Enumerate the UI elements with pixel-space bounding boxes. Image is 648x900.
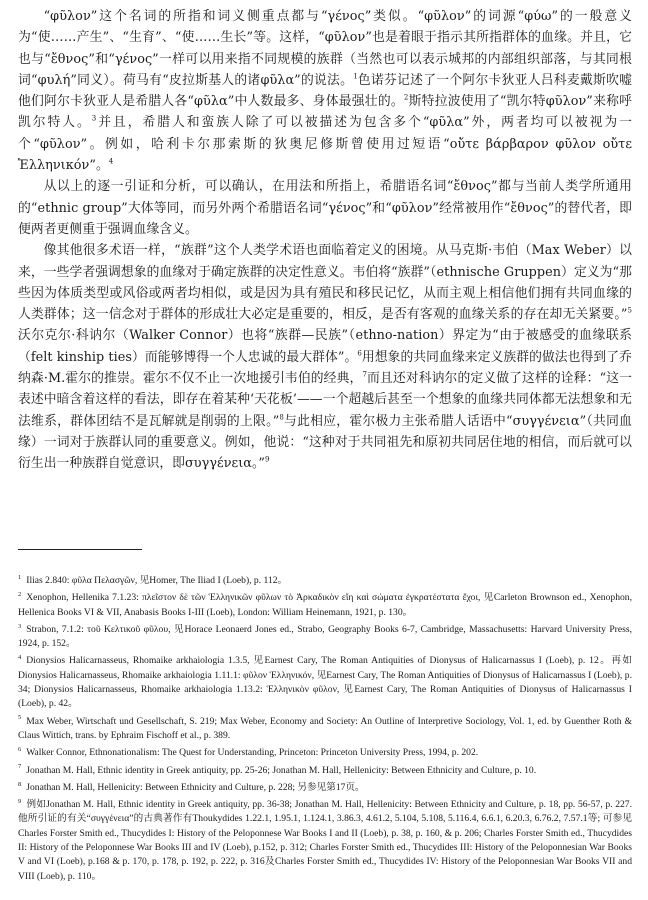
paragraph-conclusion: [18, 176, 632, 240]
footnote-number: 8: [18, 780, 22, 788]
text-run: 色诺芬记述了一个阿尔卡狄亚人吕科麦戴斯吹嘘他们阿尔卡狄亚人是希腊人各“φῦλα”中人数最多、身体最强壮的。: [18, 72, 632, 110]
footnote-item: [18, 746, 632, 760]
footnote-item: [18, 591, 632, 620]
text-run: 从以上的逐一引证和分析，可以确认，在用法和所指上，希腊语名词“ἔθνος”都与当前人类学所通用的“ethnic group”大体等同，而另外两个希腊语名词“γένος”和“φῦλον”经常被用作“ἔθνος”的替代者，即便两者更侧重于强调血缘含义。: [18, 179, 632, 237]
footnote-text: Max Weber, Wirtschaft und Gesellschaft, S. 219; Max Weber, Economy and Society: An Outline of Interpretive Sociology, Vol. 1, ed. by Guenther Roth & Claus Wittich, trans. by Ephraim Fischoff et al., p. 389.: [18, 715, 632, 741]
footnote-text: Dionysios Halicarnasseus, Rhomaike arkhaiologia 1.3.5, 见Earnest Cary, The Roman Antiquities of Dionysus of Halicarnassus I (Loeb), p. 12。再如Dionysios Halicarnasseus, Rhomaike arkhaiologia 1.11.1: φῦλον Ἑλληνικόν, 见Earnest Cary, The Roman Antiquities of Dionysus of Halicarnassus I (Loeb), p. 34; Dionysios Halicarnasseus, Rhomaike arkhaiologia 1.13.2: Ἑλληνικὸν φῦλον, 见Earnest Cary, The Roman Antiquities of Dionysus of Halicarnassus I (Loeb), p. 42。: [18, 655, 632, 710]
footnote-number: 7: [18, 763, 22, 771]
text-run: “φῦλον”这个名词的所指和词义侧重点都与“γένος”类似。“φῦλον”的词源“φύω”的一般意义为“使……产生”、“生育”、“使……生长”等。这样，“φῦλον”也是着眼于指示其所指群体的血缘。并且，它也与“ἔθνος”和“γένος”一样可以用来指不同规模的族群（当然也可以表示城邦的内部组织部落，与其同根词“φυλή”同义）。荷马有“皮拉斯基人的诸φῦλα”的说法。: [18, 9, 632, 88]
footnote-ref[interactable]: 2: [403, 93, 409, 102]
footnote-item: [18, 574, 632, 588]
footnote-item: [18, 798, 632, 884]
footnote-item: [18, 654, 632, 711]
footnote-ref[interactable]: 1: [353, 72, 358, 81]
main-text: [18, 6, 632, 475]
footnote-number: 3: [18, 622, 22, 630]
footnote-number: 4: [18, 654, 22, 662]
footnote-text: 例如Jonathan M. Hall, Ethnic identity in Greek antiquity, pp. 36-38; Jonathan M. Hall, Hellenicity: Between Ethnicity and Culture, p. 18, pp. 56-57, p. 227. 他所引证的有关“συγγένεια”的古典著作有Thoukydides 1.22.1, 1.95.1, 1.124.1, 3.86.3, 4.61.2, 5.104, 5.108, 5.116.4, 6.6.1, 6.20.3, 6.76.2, 7.57.1等; 可参见Charles Forster Smith ed., Thucydides I: History of the Peloponnese War Books I and II (Loeb), p. 38, p. 160, & p. 206; Charles Forster Smith ed., Thucydides II: History of the Peloponnese War Books III and IV (Loeb), p.152, p. 312; Charles Forster Smith ed., Thucydides III: History of the Peloponnesian War Books V and VI (Loeb), p.168 & p. 170, p. 178, p. 192, p. 222, p. 316及Charles Forster Smith ed., Thucydides IV: History of the Peloponnesian War Books VII and VIII (Loeb), p. 110。: [18, 799, 632, 882]
footnote-number: 9: [18, 797, 22, 805]
footnote-ref[interactable]: 9: [265, 455, 270, 464]
footnote-text: Jonathan M. Hall, Ethnic identity in Greek antiquity, pp. 25-26; Jonathan M. Hall, Hellenicity: Between Ethnicity and Culture, p. 10.: [26, 764, 537, 776]
paragraph-phylon: [18, 6, 632, 176]
footnote-number: 6: [18, 746, 22, 754]
text-run: 与此相应，霍尔极力主张希腊人话语中“συγγένεια”（共同血缘）一词对于族群认同的重要意义。例如，他说：“这种对于共同祖先和原初共同居住地的相信，而后就可以衍生出一种族群自觉意识，即συγγένεια。”: [18, 413, 632, 472]
footnote-item: [18, 781, 632, 795]
text-run: 沃尔克尔·科讷尔（Walker Connor）也将“族群—民族”（ethno-nation）界定为“由于被感受的血缘联系（felt kinship ties）而能够博得一个人忠诚的最大群体”。: [18, 328, 632, 365]
footnote-ref[interactable]: 8: [279, 413, 284, 422]
text-run: 像其他很多术语一样，“族群”这个人类学术语也面临着定义的困境。从马克斯·韦伯（Max Weber）以来，一些学者强调想象的血缘对于确定族群的决定性意义。韦伯将“族群”（ethnische Gruppen）定义为“那些因为体质类型或风俗或两者均相似，或是因为具有殖民和移民记忆，从而主观上相信他们拥有共同血缘的人类群体；这一信念对于群体的形成壮大必定是重要的，相反，是否有客观的血缘关系的存在却无关紧要。”: [18, 243, 632, 323]
paragraph-ethnic-group-definition: [18, 240, 632, 474]
footnote-ref[interactable]: 7: [362, 370, 367, 379]
text-run: 而且还对科讷尔的定义做了这样的诠释：“这一表述中暗含着这样的看法，即存在着某种‘天花板’——一个超越后甚至一个想象的血缘共同体都无法想象和无法维系，群体团结不是瓦解就是削弱的上限。”: [18, 371, 632, 429]
footnote-text: Ilias 2.840: φῦλα Πελασγῶν, 见Homer, The Iliad I (Loeb), p. 112。: [26, 575, 288, 586]
footnote-item: [18, 715, 632, 744]
footnote-number: 2: [18, 591, 22, 599]
footnote-separator: [18, 549, 142, 550]
text-run: 用想象的共同血缘来定义族群的做法也得到了乔纳森·M.霍尔的推崇。霍尔不仅不止一次地援引韦伯的经典，: [18, 349, 632, 387]
footnote-text: Walker Connor, Ethnonationalism: The Quest for Understanding, Princeton: Princeton University Press, 1994, p. 202.: [26, 747, 479, 759]
footnote-ref[interactable]: 4: [108, 157, 114, 166]
footnote-ref[interactable]: 6: [357, 349, 362, 358]
footnote-number: 1: [18, 573, 22, 581]
footnote-text: Xenophon, Hellenika 7.1.23: πλεῖστον δὲ τῶν Ἑλληνικῶν φῦλων τὸ Ἀρκαδικὸν εἴη καὶ σώματα ἐγκρατέστατα ἔχοι, 见Carleton Brownson ed., Xenophon, Hellenica Books VI & VII, Anabasis Books I-III (Loeb), London: William Heinemann, 1921, p. 130。: [18, 592, 632, 618]
footnote-number: 5: [18, 714, 22, 722]
footnote-item: [18, 764, 632, 778]
footnote-text: Jonathan M. Hall, Hellenicity: Between Ethnicity and Culture, p. 228; 另参见第17页。: [26, 781, 365, 793]
footnote-ref[interactable]: 3: [91, 115, 97, 124]
text-run: 斯特拉波使用了“凯尔特φῦλον”来称呼凯尔特人。: [18, 94, 632, 131]
text-run: 并且，希腊人和蛮族人除了可以被描述为包含多个“φῦλα”外，两者均可以被视为一个“φῦλον”。例如，哈利卡尔那索斯的狄奥尼修斯曾使用过短语“οὔτε βάρβαρον φῦλον οὔτε Ἑλληνικόν”。: [18, 115, 633, 174]
footnote-ref[interactable]: 5: [627, 306, 632, 315]
footnote-item: [18, 623, 632, 652]
footnote-text: Strabon, 7.1.2: τοῦ Κελτικοῦ φῦλου, 见Horace Leonaerd Jones ed., Strabo, Geography Books 6-7, Cambridge, Massachusetts: Harvard University Press, 1924, p. 152。: [18, 623, 632, 650]
footnotes: [18, 574, 632, 887]
